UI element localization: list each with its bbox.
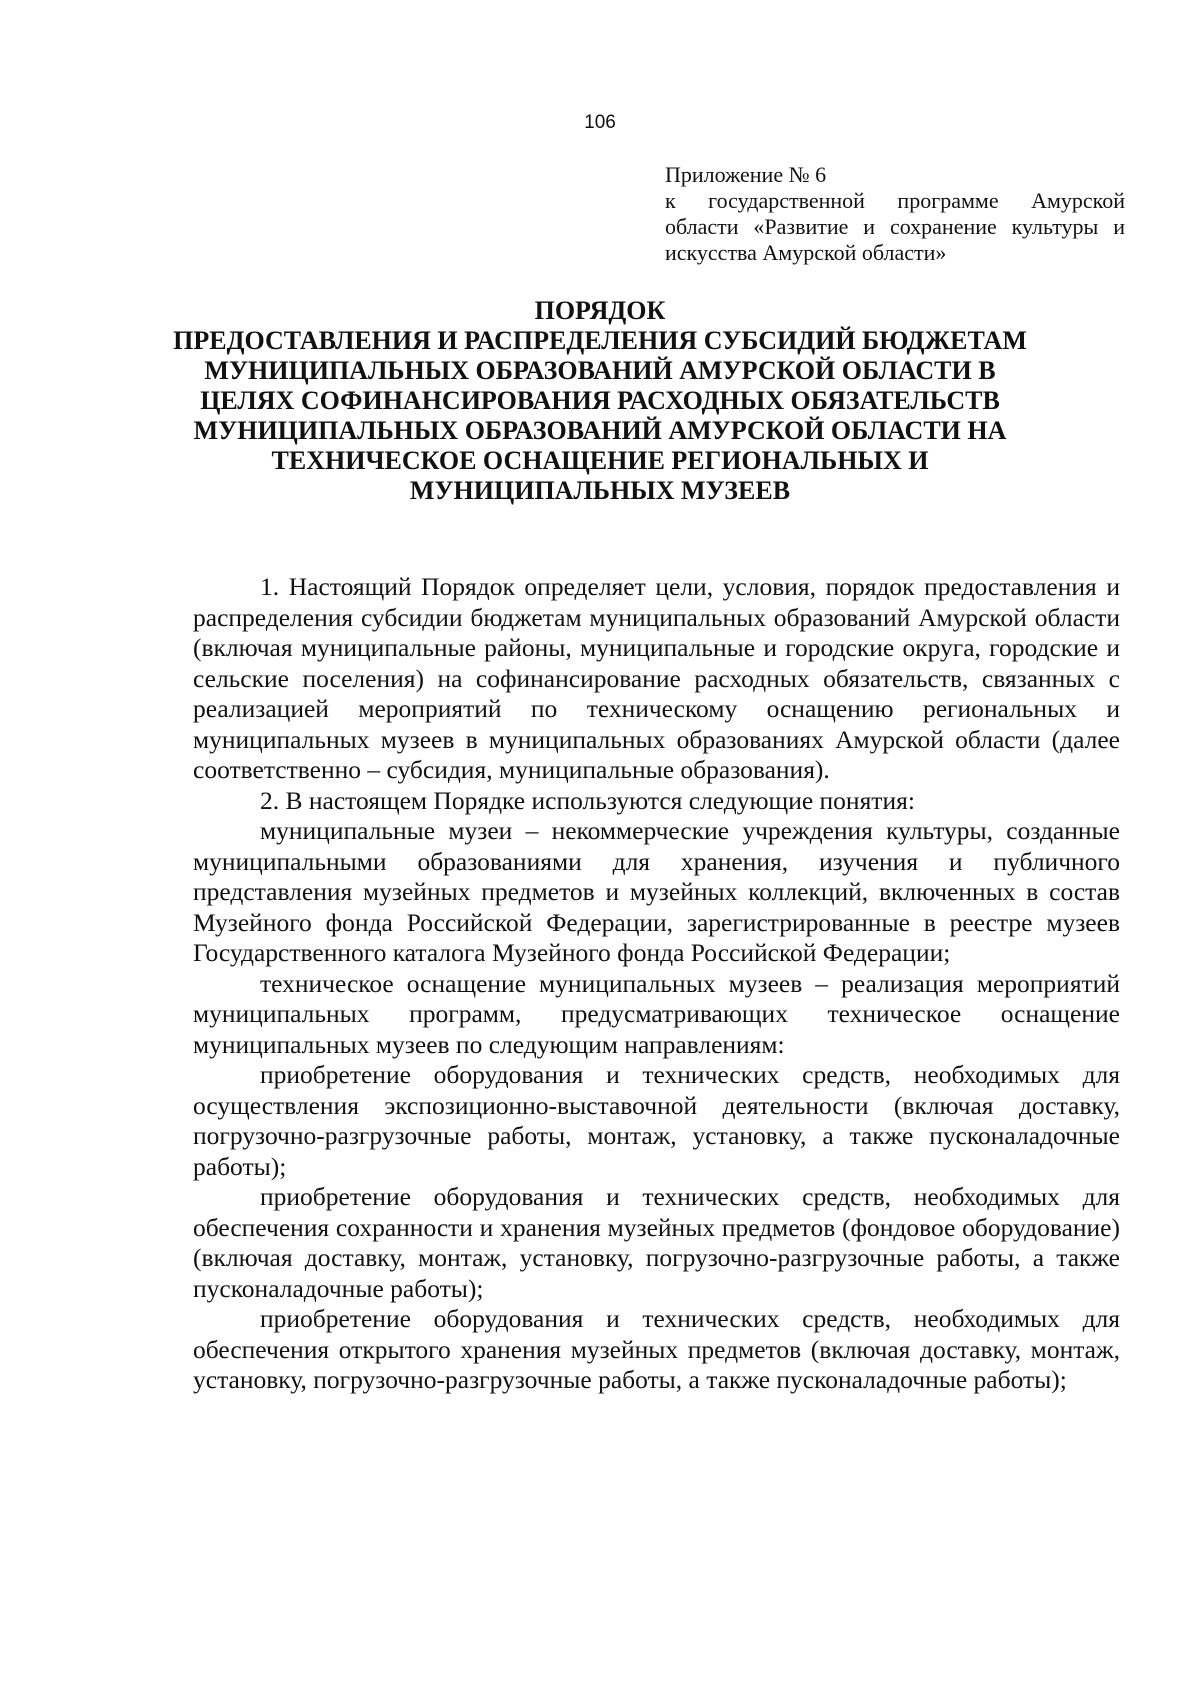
appendix-note xyxy=(665,162,1125,266)
title-line: ТЕХНИЧЕСКОЕ ОСНАЩЕНИЕ РЕГИОНАЛЬНЫХ И xyxy=(271,446,929,475)
title-line: МУНИЦИПАЛЬНЫХ МУЗЕЕВ xyxy=(409,476,791,505)
title-line: ПОРЯДОК xyxy=(534,296,666,325)
body-paragraph: 2. В настоящем Порядке используются следующие понятия: xyxy=(260,785,915,815)
appendix-line: области «Развитие и сохранение культуры и xyxy=(665,214,1125,239)
document-body xyxy=(193,572,1120,1396)
body-paragraph: муниципальные музеи – некоммерческие учреждения культуры, созданные муниципальными образованиями для хранения, изучения и публичного представления музейных предметов и музейных коллекций, включенных в состав Музейного фонда Российской Федерации, зарегистрированные в реестре музеев Государственного каталога Музейного фонда Российской Федерации; xyxy=(193,816,1120,967)
title-line: ПРЕДОСТАВЛЕНИЯ И РАСПРЕДЕЛЕНИЯ СУБСИДИЙ БЮДЖЕТАМ xyxy=(173,326,1027,355)
body-paragraph: техническое оснащение муниципальных музеев – реализация мероприятий муниципальных программ, предусматривающих техническое оснащение муниципальных музеев по следующим направлениям: xyxy=(193,968,1120,1059)
body-paragraph: 1. Настоящий Порядок определяет цели, условия, порядок предоставления и распределения субсидии бюджетам муниципальных образований Амурской области (включая муниципальные районы, муниципальные и городские округа, городские и сельские поселения) на софинансирование расходных обязательств, связанных с реализацией мероприятий по техническому оснащению региональных и муниципальных музеев в муниципальных образованиях Амурской области (далее соответственно – субсидия, муниципальные образования). xyxy=(193,572,1120,784)
title-line: МУНИЦИПАЛЬНЫХ ОБРАЗОВАНИЙ АМУРСКОЙ ОБЛАСТИ В xyxy=(204,356,996,385)
appendix-line: к государственной программе Амурской xyxy=(665,188,1125,213)
title-line: ЦЕЛЯХ СОФИНАНСИРОВАНИЯ РАСХОДНЫХ ОБЯЗАТЕЛЬСТВ xyxy=(200,386,1000,415)
body-paragraph: приобретение оборудования и технических средств, необходимых для осуществления экспозиционно-выставочной деятельности (включая доставку, погрузочно-разгрузочные работы, монтаж, установку, а также пусконаладочные работы); xyxy=(193,1060,1120,1181)
page-number: 106 xyxy=(584,112,616,133)
appendix-line: Приложение № 6 xyxy=(665,162,827,187)
document-title xyxy=(150,296,1050,506)
title-line: МУНИЦИПАЛЬНЫХ ОБРАЗОВАНИЙ АМУРСКОЙ ОБЛАСТИ НА xyxy=(193,416,1007,445)
body-paragraph: приобретение оборудования и технических средств, необходимых для обеспечения сохранности и хранения музейных предметов (фондовое оборудование) (включая доставку, монтаж, установку, погрузочно-разгрузочные работы, а также пусконаладочные работы); xyxy=(193,1182,1120,1303)
appendix-line: искусства Амурской области» xyxy=(665,240,947,265)
body-paragraph: приобретение оборудования и технических средств, необходимых для обеспечения открытого хранения музейных предметов (включая доставку, монтаж, установку, погрузочно-разгрузочные работы, а также пусконаладочные работы); xyxy=(193,1304,1120,1394)
